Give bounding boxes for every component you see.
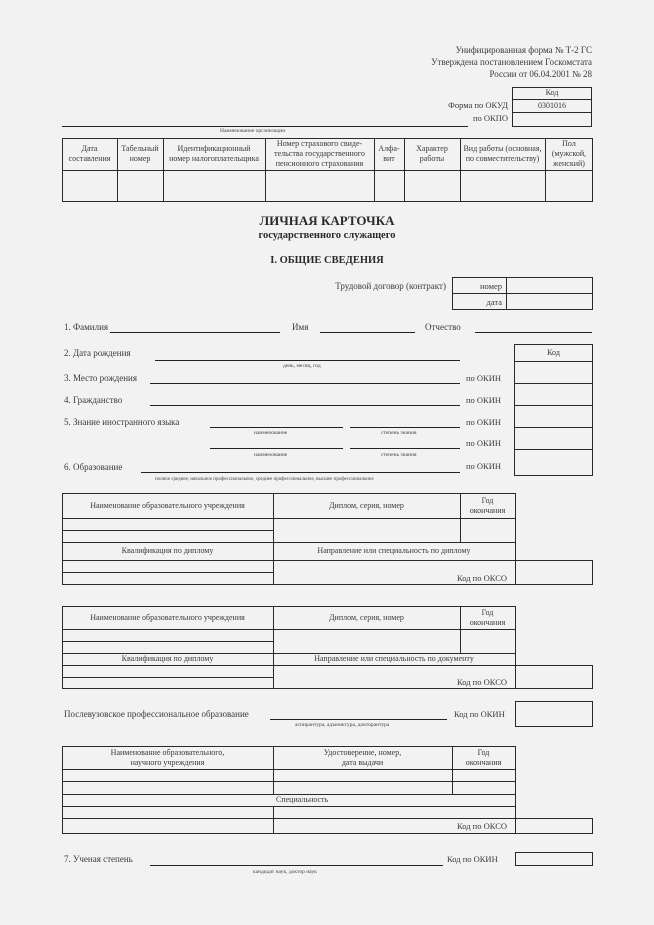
birthplace-label: 3. Место рождения xyxy=(64,373,138,383)
organization-input[interactable] xyxy=(62,114,468,126)
code-header: Код xyxy=(545,88,559,97)
text: Характер xyxy=(416,144,448,153)
edu3-cert-header xyxy=(273,746,452,769)
organization-line xyxy=(62,126,468,127)
edu2-inst-input-1[interactable] xyxy=(64,630,271,640)
text: по совместительству) xyxy=(465,154,540,163)
language-name-line-2 xyxy=(210,448,343,449)
edu2-qual-input-2[interactable] xyxy=(64,678,271,688)
divider xyxy=(62,170,593,171)
okud-label: Форма по ОКУД xyxy=(448,100,508,110)
language-level-input-1[interactable] xyxy=(350,415,460,427)
language-level-hint-1: степень знания xyxy=(381,430,417,436)
okin-label-5: по ОКИН xyxy=(466,461,502,471)
date-input[interactable] xyxy=(64,172,115,200)
birthdate-input[interactable] xyxy=(155,348,460,360)
contract-number-input[interactable] xyxy=(508,279,591,292)
divider xyxy=(62,818,593,819)
text: номер xyxy=(129,154,151,163)
tab-number-input[interactable] xyxy=(119,172,161,200)
text: работы xyxy=(419,154,445,163)
edu2-spec-header: Направление или специальность по документу xyxy=(314,654,474,663)
col-header-date xyxy=(62,138,117,170)
text: женский) xyxy=(553,159,585,168)
citizenship-input[interactable] xyxy=(150,393,460,405)
contract-date-input[interactable] xyxy=(508,295,591,308)
birthdate-label: 2. Дата рождения xyxy=(64,348,131,358)
degree-code-input[interactable] xyxy=(517,853,591,865)
postgrad-okin-label: Код по ОКИН xyxy=(454,709,505,719)
text: Год xyxy=(477,747,490,757)
birthplace-code-input[interactable] xyxy=(516,363,591,382)
edu3-inst-header xyxy=(62,746,273,769)
postgrad-code-input[interactable] xyxy=(517,703,591,725)
language-level-input-2[interactable] xyxy=(350,436,460,448)
edu2-diploma-input[interactable] xyxy=(275,630,458,652)
birthdate-line xyxy=(155,360,460,361)
insurance-input[interactable] xyxy=(267,172,372,200)
postgrad-line xyxy=(270,719,447,720)
text: (мужской, xyxy=(551,149,587,158)
col-header-work-nature xyxy=(404,138,460,170)
language-name-hint-1: наименование xyxy=(254,430,288,436)
edu2-qual-input-1[interactable] xyxy=(64,666,271,676)
name-line xyxy=(320,332,415,333)
text: Дата xyxy=(81,144,98,153)
language-code-input-1[interactable] xyxy=(516,407,591,426)
text: окончания xyxy=(469,617,506,627)
surname-input[interactable] xyxy=(110,320,280,332)
text: Год xyxy=(481,607,494,617)
gender-input[interactable] xyxy=(547,172,591,200)
language-name-hint-2: наименование xyxy=(254,452,288,458)
patronymic-line xyxy=(475,332,592,333)
edu2-inst-header: Наименование образовательного учреждения xyxy=(90,612,245,622)
edu1-okso-label: Код по ОКСО xyxy=(456,573,507,583)
text: составления xyxy=(68,154,111,163)
contract-label: Трудовой договор (контракт) xyxy=(335,281,446,291)
postgrad-hint: аспирантура, адъюнктура, докторантура xyxy=(295,722,390,728)
edu1-year-input[interactable] xyxy=(462,519,514,541)
edu1-qual-input-2[interactable] xyxy=(64,573,271,583)
birthplace-line xyxy=(150,383,460,384)
education-label: 6. Образование xyxy=(64,462,123,472)
edu1-year-header xyxy=(460,493,515,518)
card-title: ЛИЧНАЯ КАРТОЧКА xyxy=(259,213,395,228)
edu1-inst-header: Наименование образовательного учреждения xyxy=(90,500,245,510)
edu1-diploma-header: Диплом, серия, номер xyxy=(329,500,404,510)
okin-label-2: по ОКИН xyxy=(466,395,502,405)
text: окончания xyxy=(465,757,502,767)
edu2-inst-input-2[interactable] xyxy=(64,642,271,652)
edu3-spec-label: Специальность xyxy=(276,795,329,804)
text: тельства государственного xyxy=(274,149,365,158)
okin-code-header: Код xyxy=(547,347,560,357)
text: окончания xyxy=(469,505,506,515)
text: Табельный xyxy=(121,144,159,153)
edu1-okso-input[interactable] xyxy=(517,562,591,583)
text: Удостоверение, номер, xyxy=(323,747,402,757)
language-level-line-2 xyxy=(350,448,460,449)
edu3-spec-input[interactable] xyxy=(64,807,514,817)
col-header-insurance xyxy=(265,138,374,170)
okpo-label: по ОКПО xyxy=(472,113,508,123)
citizenship-label: 4. Гражданство xyxy=(64,395,123,405)
form-title-line-2: Утверждена постановлением Госкомстата xyxy=(431,57,592,67)
citizenship-line xyxy=(150,405,460,406)
patronymic-input[interactable] xyxy=(475,320,592,332)
divider xyxy=(514,383,593,384)
text: Алфа- xyxy=(378,144,400,153)
col-header-inn xyxy=(163,138,265,170)
text: дата выдачи xyxy=(341,757,384,767)
divider xyxy=(514,449,593,450)
col-header-work-type xyxy=(460,138,545,170)
edu1-qual-input-1[interactable] xyxy=(64,561,271,571)
text: номер налогоплательщика xyxy=(169,154,259,163)
organization-caption: Наименование организации xyxy=(220,128,286,134)
work-type-input[interactable] xyxy=(462,172,543,200)
degree-input[interactable] xyxy=(150,853,443,865)
education-line xyxy=(141,472,460,473)
divider xyxy=(506,277,507,310)
edu3-inst-input-2[interactable] xyxy=(64,782,271,793)
text: Год xyxy=(481,495,494,505)
card-subtitle: государственного служащего xyxy=(258,230,396,241)
contract-number-label: номер xyxy=(479,281,502,291)
okin-label-1: по ОКИН xyxy=(466,373,502,383)
divider xyxy=(514,361,593,362)
okin-label-3: по ОКИН xyxy=(466,417,502,427)
text: Идентификационный xyxy=(177,144,251,153)
text: Наименование образовательного, xyxy=(110,747,225,757)
edu3-inst-input-1[interactable] xyxy=(64,770,271,780)
divider xyxy=(514,405,593,406)
edu3-year-input-1[interactable] xyxy=(454,770,514,780)
degree-label: 7. Ученая степень xyxy=(64,854,133,864)
edu3-okso-input[interactable] xyxy=(517,820,591,832)
name-label: Имя xyxy=(292,322,309,332)
edu1-diploma-input[interactable] xyxy=(275,519,458,541)
okpo-input[interactable] xyxy=(514,113,590,125)
edu3-year-input-2[interactable] xyxy=(454,782,514,793)
edu2-diploma-header: Диплом, серия, номер xyxy=(329,612,404,622)
language-name-input-1[interactable] xyxy=(210,415,343,427)
okin-label-4: по ОКИН xyxy=(466,438,502,448)
okud-value: 0301016 xyxy=(538,100,566,110)
edu3-okso-label: Код по ОКСО xyxy=(456,821,507,831)
edu2-year-input[interactable] xyxy=(462,630,514,652)
postgrad-input[interactable] xyxy=(270,707,447,719)
alphabet-input[interactable] xyxy=(376,172,402,200)
degree-hint: кандидат наук, доктор наук xyxy=(253,869,317,875)
text: Вид работы (основная, xyxy=(463,144,542,153)
language-code-input-2[interactable] xyxy=(516,429,591,448)
edu1-inst-input-1[interactable] xyxy=(64,519,271,529)
section-title: I. ОБЩИЕ СВЕДЕНИЯ xyxy=(270,255,384,266)
name-input[interactable] xyxy=(320,320,415,332)
divider xyxy=(514,427,593,428)
text: пенсионного страхования xyxy=(275,159,364,168)
education-input[interactable] xyxy=(141,460,460,472)
edu2-okso-input[interactable] xyxy=(517,667,591,687)
education-code-input[interactable] xyxy=(516,451,591,474)
edu3-cert-input-2[interactable] xyxy=(275,782,450,793)
text: Номер страхового свиде- xyxy=(276,139,363,148)
degree-okin-label: Код по ОКИН xyxy=(447,854,498,864)
postgrad-label: Послевузовское профессиональное образование xyxy=(64,709,249,719)
language-name-line-1 xyxy=(210,427,343,428)
education-hint: полное среднее, начальное профессиональное, среднее профессиональное, высшее профессиональное xyxy=(155,477,374,482)
surname-line xyxy=(110,332,280,333)
language-label: 5. Знание иностранного языка xyxy=(64,417,180,427)
degree-line xyxy=(150,865,443,866)
edu1-spec-header: Направление или специальность по диплому xyxy=(317,546,471,555)
language-level-line-1 xyxy=(350,427,460,428)
col-header-gender xyxy=(545,138,593,170)
work-nature-input[interactable] xyxy=(406,172,458,200)
edu2-year-header xyxy=(460,606,515,629)
text: вит xyxy=(383,154,395,163)
birthdate-hint: день, месяц, год xyxy=(283,363,321,369)
form-title-line-3: России от 06.04.2001 № 28 xyxy=(489,69,592,79)
edu2-qual-header: Квалификация по диплому xyxy=(121,654,214,663)
edu2-okso-label: Код по ОКСО xyxy=(456,677,507,687)
contract-date-label: дата xyxy=(486,297,502,307)
surname-label: 1. Фамилия xyxy=(64,322,109,332)
inn-input[interactable] xyxy=(165,172,263,200)
language-level-hint-2: степень знания xyxy=(381,452,417,458)
edu1-inst-input-2[interactable] xyxy=(64,531,271,541)
birthplace-input[interactable] xyxy=(150,371,460,383)
divider xyxy=(452,293,593,294)
text: Пол xyxy=(562,139,576,148)
edu1-qual-header: Квалификация по диплому xyxy=(121,546,214,555)
text: научного учреждения xyxy=(130,757,205,767)
edu3-cert-input-1[interactable] xyxy=(275,770,450,780)
form-title-line-1: Унифицированная форма № Т-2 ГС xyxy=(455,45,592,55)
language-name-input-2[interactable] xyxy=(210,436,343,448)
citizenship-code-input[interactable] xyxy=(516,385,591,404)
edu3-year-header xyxy=(452,746,515,769)
patronymic-label: Отчество xyxy=(425,322,461,332)
col-header-alphabet xyxy=(374,138,404,170)
col-header-tab-number xyxy=(117,138,163,170)
